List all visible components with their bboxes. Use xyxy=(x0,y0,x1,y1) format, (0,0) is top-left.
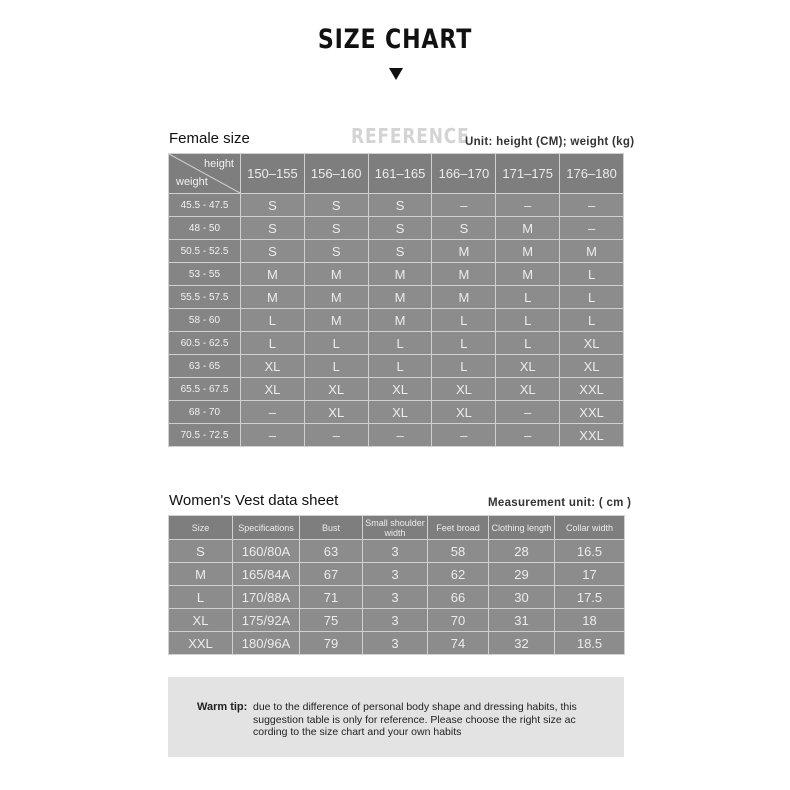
height-range-header: 161–165 xyxy=(368,154,432,194)
size-cell: XXL xyxy=(560,401,624,424)
size-cell: L xyxy=(304,332,368,355)
vest-value-cell: 74 xyxy=(428,632,489,655)
vest-value-cell: 160/80A xyxy=(233,540,300,563)
size-cell: S xyxy=(368,240,432,263)
weight-range-cell: 58 - 60 xyxy=(169,309,241,332)
size-cell: S xyxy=(241,194,305,217)
size-cell: M xyxy=(368,309,432,332)
vest-value-cell: 3 xyxy=(363,540,428,563)
size-table-row xyxy=(169,424,624,447)
size-cell: S xyxy=(241,217,305,240)
size-cell: – xyxy=(560,194,624,217)
vest-value-cell: 58 xyxy=(428,540,489,563)
page-title: SIZE CHART xyxy=(317,24,473,55)
vest-value-cell: 180/96A xyxy=(233,632,300,655)
size-cell: L xyxy=(560,309,624,332)
size-cell: M xyxy=(560,240,624,263)
height-range-header: 171–175 xyxy=(496,154,560,194)
vest-sheet-unit-note: Measurement unit: ( cm ) xyxy=(488,497,632,509)
size-cell: XXL xyxy=(560,378,624,401)
vest-value-cell: 17.5 xyxy=(555,586,625,609)
size-table-row xyxy=(169,286,624,309)
vest-table-header-row xyxy=(169,516,625,540)
weight-range-cell: 63 - 65 xyxy=(169,355,241,378)
vest-column-header: Specifications xyxy=(233,516,300,540)
vest-size-cell: L xyxy=(169,586,233,609)
vest-column-header: Collar width xyxy=(555,516,625,540)
vest-value-cell: 30 xyxy=(489,586,555,609)
size-cell: M xyxy=(432,286,496,309)
size-cell: L xyxy=(496,286,560,309)
size-cell: L xyxy=(560,263,624,286)
vest-size-cell: XXL xyxy=(169,632,233,655)
size-cell: – xyxy=(496,424,560,447)
weight-range-cell: 48 - 50 xyxy=(169,217,241,240)
vest-value-cell: 66 xyxy=(428,586,489,609)
vest-column-header: Size xyxy=(169,516,233,540)
down-arrow-icon xyxy=(389,68,403,80)
vest-size-cell: XL xyxy=(169,609,233,632)
vest-table-row xyxy=(169,586,625,609)
size-cell: XL xyxy=(432,401,496,424)
vest-sheet-title: Women's Vest data sheet xyxy=(169,492,339,509)
size-cell: XL xyxy=(496,378,560,401)
size-cell: XL xyxy=(241,378,305,401)
size-cell: XL xyxy=(304,401,368,424)
size-cell: L xyxy=(432,332,496,355)
size-cell: XL xyxy=(560,355,624,378)
vest-data-table xyxy=(168,515,625,655)
size-cell: XXL xyxy=(560,424,624,447)
weight-range-cell: 45.5 - 47.5 xyxy=(169,194,241,217)
vest-size-cell: M xyxy=(169,563,233,586)
size-table-row xyxy=(169,332,624,355)
warm-tip-box xyxy=(168,677,624,757)
vest-value-cell: 70 xyxy=(428,609,489,632)
reference-watermark: REFERENCE xyxy=(351,124,470,148)
weight-range-cell: 60.5 - 62.5 xyxy=(169,332,241,355)
size-cell: M xyxy=(304,286,368,309)
size-cell: XL xyxy=(241,355,305,378)
size-cell: M xyxy=(432,263,496,286)
size-cell: L xyxy=(304,355,368,378)
vest-table-row xyxy=(169,632,625,655)
vest-table-row xyxy=(169,563,625,586)
vest-table-row xyxy=(169,609,625,632)
size-cell: L xyxy=(432,355,496,378)
vest-value-cell: 79 xyxy=(300,632,363,655)
size-table-row xyxy=(169,217,624,240)
vest-value-cell: 3 xyxy=(363,632,428,655)
size-cell: L xyxy=(432,309,496,332)
vest-value-cell: 62 xyxy=(428,563,489,586)
height-range-header: 150–155 xyxy=(241,154,305,194)
vest-column-header: Clothing length xyxy=(489,516,555,540)
size-cell: – xyxy=(241,401,305,424)
vest-value-cell: 71 xyxy=(300,586,363,609)
female-size-unit-note: Unit: height (CM); weight (kg) xyxy=(465,136,635,148)
female-size-title: Female size xyxy=(169,130,250,147)
height-range-header: 156–160 xyxy=(304,154,368,194)
size-cell: – xyxy=(560,217,624,240)
weight-range-cell: 55.5 - 57.5 xyxy=(169,286,241,309)
size-cell: M xyxy=(496,240,560,263)
vest-value-cell: 16.5 xyxy=(555,540,625,563)
weight-range-cell: 68 - 70 xyxy=(169,401,241,424)
size-cell: L xyxy=(241,332,305,355)
vest-value-cell: 29 xyxy=(489,563,555,586)
vest-table-row xyxy=(169,540,625,563)
vest-column-header: Feet broad xyxy=(428,516,489,540)
vest-value-cell: 28 xyxy=(489,540,555,563)
size-cell: – xyxy=(496,194,560,217)
size-table-row xyxy=(169,240,624,263)
size-cell: XL xyxy=(304,378,368,401)
size-cell: S xyxy=(241,240,305,263)
vest-value-cell: 32 xyxy=(489,632,555,655)
vest-value-cell: 31 xyxy=(489,609,555,632)
vest-value-cell: 170/88A xyxy=(233,586,300,609)
vest-value-cell: 67 xyxy=(300,563,363,586)
vest-column-header: Bust xyxy=(300,516,363,540)
height-range-header: 176–180 xyxy=(560,154,624,194)
size-table-row xyxy=(169,263,624,286)
vest-value-cell: 63 xyxy=(300,540,363,563)
size-cell: – xyxy=(368,424,432,447)
size-cell: XL xyxy=(496,355,560,378)
size-table-row xyxy=(169,355,624,378)
weight-range-cell: 70.5 - 72.5 xyxy=(169,424,241,447)
female-size-table xyxy=(168,153,624,447)
vest-value-cell: 18 xyxy=(555,609,625,632)
vest-value-cell: 3 xyxy=(363,609,428,632)
size-cell: S xyxy=(368,217,432,240)
size-cell: S xyxy=(304,194,368,217)
vest-value-cell: 75 xyxy=(300,609,363,632)
size-cell: L xyxy=(496,309,560,332)
corner-weight-label: weight xyxy=(176,176,208,188)
size-cell: XL xyxy=(560,332,624,355)
size-cell: S xyxy=(304,217,368,240)
size-cell: L xyxy=(368,332,432,355)
size-cell: XL xyxy=(368,401,432,424)
size-table-row xyxy=(169,194,624,217)
size-cell: M xyxy=(241,263,305,286)
size-cell: S xyxy=(304,240,368,263)
vest-value-cell: 165/84A xyxy=(233,563,300,586)
size-cell: – xyxy=(432,424,496,447)
height-range-header: 166–170 xyxy=(432,154,496,194)
size-table-row xyxy=(169,401,624,424)
size-cell: – xyxy=(304,424,368,447)
size-cell: L xyxy=(560,286,624,309)
size-cell: XL xyxy=(432,378,496,401)
size-cell: S xyxy=(368,194,432,217)
size-cell: M xyxy=(241,286,305,309)
corner-height-label: height xyxy=(204,158,234,170)
vest-value-cell: 18.5 xyxy=(555,632,625,655)
size-cell: M xyxy=(432,240,496,263)
size-cell: M xyxy=(496,217,560,240)
vest-value-cell: 175/92A xyxy=(233,609,300,632)
size-table-row xyxy=(169,378,624,401)
vest-value-cell: 17 xyxy=(555,563,625,586)
weight-range-cell: 53 - 55 xyxy=(169,263,241,286)
vest-value-cell: 3 xyxy=(363,586,428,609)
warm-tip-text: due to the difference of personal body shape and dressing habits, this suggestion table is only for reference. Please choose the right size ac cording to the size chart and your own habits xyxy=(253,701,577,738)
size-cell: – xyxy=(241,424,305,447)
vest-value-cell: 3 xyxy=(363,563,428,586)
size-table-row xyxy=(169,309,624,332)
vest-size-cell: S xyxy=(169,540,233,563)
size-table-header-row xyxy=(169,154,624,194)
size-cell: – xyxy=(432,194,496,217)
size-cell: M xyxy=(368,263,432,286)
size-cell: M xyxy=(304,309,368,332)
size-cell: L xyxy=(368,355,432,378)
vest-column-header: Small shoulder width xyxy=(363,516,428,540)
size-cell: – xyxy=(496,401,560,424)
size-cell: L xyxy=(496,332,560,355)
weight-range-cell: 50.5 - 52.5 xyxy=(169,240,241,263)
size-cell: M xyxy=(304,263,368,286)
size-cell: L xyxy=(241,309,305,332)
size-cell: XL xyxy=(368,378,432,401)
size-cell: M xyxy=(496,263,560,286)
weight-range-cell: 65.5 - 67.5 xyxy=(169,378,241,401)
corner-header-cell xyxy=(169,154,241,194)
size-cell: S xyxy=(432,217,496,240)
size-cell: M xyxy=(368,286,432,309)
warm-tip-label: Warm tip: xyxy=(197,701,248,713)
